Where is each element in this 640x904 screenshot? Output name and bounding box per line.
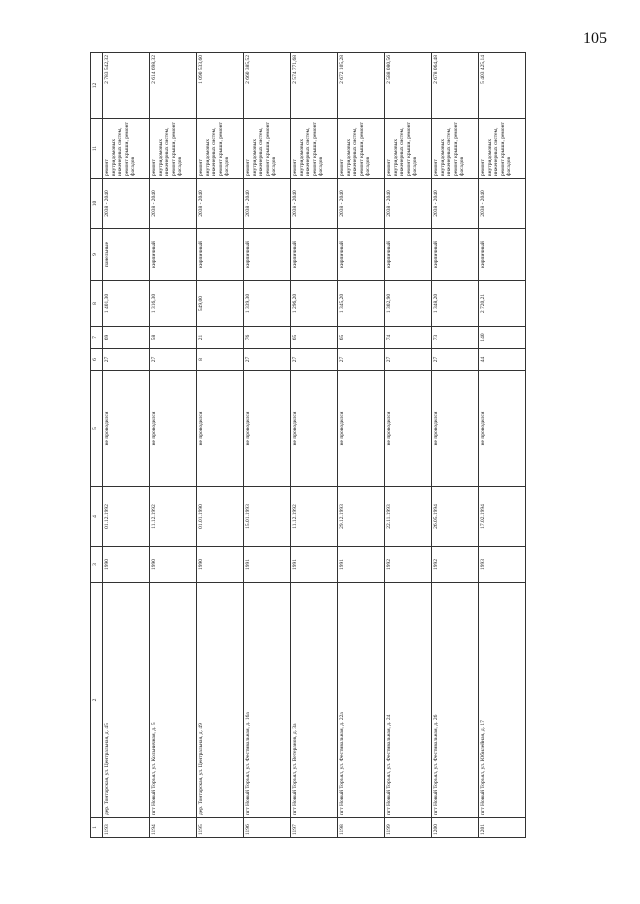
table-row [432,53,479,838]
count-cell: 76 [244,327,291,349]
works-cell: ремонт внутридомовых инженерных систем, ремонт крыши, ремонт фасадов [338,119,385,179]
material-cell: кирпичный [150,229,197,281]
repair-cell: не проводился [338,371,385,487]
date-cell: 29.12.1993 [338,487,385,547]
material-cell: кирпичный [338,229,385,281]
count-cell: 8 [197,349,244,371]
year-cell: 1993 [479,547,526,583]
repair-cell: не проводился [103,371,150,487]
count-cell: 65 [338,327,385,349]
period-cell: 2038 - 2040 [291,179,338,229]
material-cell: кирпичный [244,229,291,281]
works-cell: ремонт внутридомовых инженерных систем, ремонт крыши, ремонт фасадов [197,119,244,179]
column-header: 8 [91,281,103,327]
column-header: 7 [91,327,103,349]
period-cell: 2038 - 2040 [150,179,197,229]
table-row [103,53,150,838]
count-cell: 27 [291,349,338,371]
repair-cell: не проводился [197,371,244,487]
repair-cell: не проводился [385,371,432,487]
period-cell: 2038 - 2040 [103,179,150,229]
address-cell: дер. Тонтарская, ул. Центральная, д. 49 [197,583,244,818]
period-cell: 2038 - 2040 [385,179,432,229]
count-cell: 27 [338,349,385,371]
period-cell: 2038 - 2040 [479,179,526,229]
cost-cell: 2 783 542,32 [103,53,150,119]
column-header: 9 [91,229,103,281]
column-header: 3 [91,547,103,583]
cost-cell: 1 090 533,60 [197,53,244,119]
address-cell: пгт Новый Торъял, ул. Юбилейная, д. 17 [479,583,526,818]
repair-cell: не проводился [150,371,197,487]
period-cell: 2038 - 2040 [338,179,385,229]
date-cell: 01.01.1990 [197,487,244,547]
material-cell: кирпичный [291,229,338,281]
material-cell: кирпичный [385,229,432,281]
area-cell: 1 316,30 [150,281,197,327]
cost-cell: 2 678 064,48 [432,53,479,119]
date-cell: 22.11.1993 [385,487,432,547]
material-cell: панельные [103,229,150,281]
works-cell: ремонт внутридомовых инженерных систем, ремонт крыши, ремонт фасадов [385,119,432,179]
year-cell: 1992 [432,547,479,583]
column-header: 1 [91,818,103,838]
repair-cell: не проводился [291,371,338,487]
date-cell: 15.01.1993 [244,487,291,547]
count-cell: 140 [479,327,526,349]
count-cell: 74 [385,327,432,349]
area-cell: 1 302,90 [385,281,432,327]
cost-cell: 5 403 425,14 [479,53,526,119]
area-cell: 549,00 [197,281,244,327]
works-cell: ремонт внутридомовых инженерных систем, ремонт крыши, ремонт фасадов [432,119,479,179]
address-cell: пгт Новый Торъял, ул. Фестивальная, д. 16а [244,583,291,818]
count-cell: 65 [291,327,338,349]
count-cell: 27 [103,349,150,371]
works-cell: ремонт внутридомовых инженерных систем, ремонт крыши, ремонт фасадов [103,119,150,179]
cost-cell: 2 614 698,32 [150,53,197,119]
row-number-cell: 1199 [385,818,432,838]
table-header-row [91,53,103,838]
year-cell: 1990 [150,547,197,583]
count-cell: 58 [150,327,197,349]
row-number-cell: 1194 [150,818,197,838]
count-cell: 27 [150,349,197,371]
page-number: 105 [583,30,607,47]
cost-cell: 2 588 080,56 [385,53,432,119]
date-cell: 26.05.1994 [432,487,479,547]
count-cell: 27 [244,349,291,371]
year-cell: 1992 [385,547,432,583]
year-cell: 1990 [103,547,150,583]
repair-cell: не проводился [432,371,479,487]
housing-table [90,52,526,838]
date-cell: 17.02.1994 [479,487,526,547]
column-header: 5 [91,371,103,487]
count-cell: 69 [103,327,150,349]
column-header: 6 [91,349,103,371]
row-number-cell: 1198 [338,818,385,838]
year-cell: 1991 [291,547,338,583]
material-cell: кирпичный [197,229,244,281]
area-cell: 1 339,30 [244,281,291,327]
material-cell: кирпичный [479,229,526,281]
date-cell: 11.12.1992 [291,487,338,547]
cost-cell: 2 660 385,52 [244,53,291,119]
count-cell: 73 [432,327,479,349]
year-cell: 1991 [244,547,291,583]
cost-cell: 2 672 105,28 [338,53,385,119]
table-row [385,53,432,838]
row-number-cell: 1197 [291,818,338,838]
table-body [103,53,526,838]
column-header: 12 [91,53,103,119]
column-header: 4 [91,487,103,547]
column-header: 2 [91,583,103,818]
repair-cell: не проводился [244,371,291,487]
date-cell: 11.12.1992 [150,487,197,547]
table-row [338,53,385,838]
area-cell: 1 296,20 [291,281,338,327]
count-cell: 21 [197,327,244,349]
works-cell: ремонт внутридомовых инженерных систем, ремонт крыши, ремонт фасадов [150,119,197,179]
area-cell: 2 720,21 [479,281,526,327]
works-cell: ремонт внутридомовых инженерных систем, ремонт крыши, ремонт фасадов [291,119,338,179]
address-cell: пгт Новый Торъял, ул. Фестивальная, д. 26 [432,583,479,818]
row-number-cell: 1200 [432,818,479,838]
period-cell: 2038 - 2040 [197,179,244,229]
area-cell: 1 345,20 [338,281,385,327]
repair-cell: не проводился [479,371,526,487]
period-cell: 2038 - 2040 [244,179,291,229]
address-cell: пгт Новый Торъял, ул. Фестивальная, д. 22а [338,583,385,818]
row-number-cell: 1196 [244,818,291,838]
works-cell: ремонт внутридомовых инженерных систем, ремонт крыши, ремонт фасадов [244,119,291,179]
table-row [150,53,197,838]
row-number-cell: 1201 [479,818,526,838]
cost-cell: 2 574 771,68 [291,53,338,119]
count-cell: 27 [432,349,479,371]
area-cell: 1 401,30 [103,281,150,327]
date-cell: 01.12.1992 [103,487,150,547]
address-cell: пгт Новый Торъял, ул. Ветеранов, д. 3а [291,583,338,818]
rotated-table-container [90,53,630,838]
row-number-cell: 1195 [197,818,244,838]
table-row [479,53,526,838]
table-row [244,53,291,838]
year-cell: 1990 [197,547,244,583]
table-row [197,53,244,838]
period-cell: 2038 - 2040 [432,179,479,229]
count-cell: 27 [385,349,432,371]
row-number-cell: 1193 [103,818,150,838]
address-cell: пгт Новый Торъял, ул. Фестивальная, д. 24 [385,583,432,818]
count-cell: 44 [479,349,526,371]
area-cell: 1 348,20 [432,281,479,327]
year-cell: 1991 [338,547,385,583]
column-header: 10 [91,179,103,229]
address-cell: дер. Тонтарская, ул. Центральная, д. 45 [103,583,150,818]
address-cell: пгт Новый Торъял, ул. Кольничная, д. 5 [150,583,197,818]
table-row [291,53,338,838]
column-header: 11 [91,119,103,179]
works-cell: ремонт внутридомовых инженерных систем, ремонт крыши, ремонт фасадов [479,119,526,179]
material-cell: кирпичный [432,229,479,281]
